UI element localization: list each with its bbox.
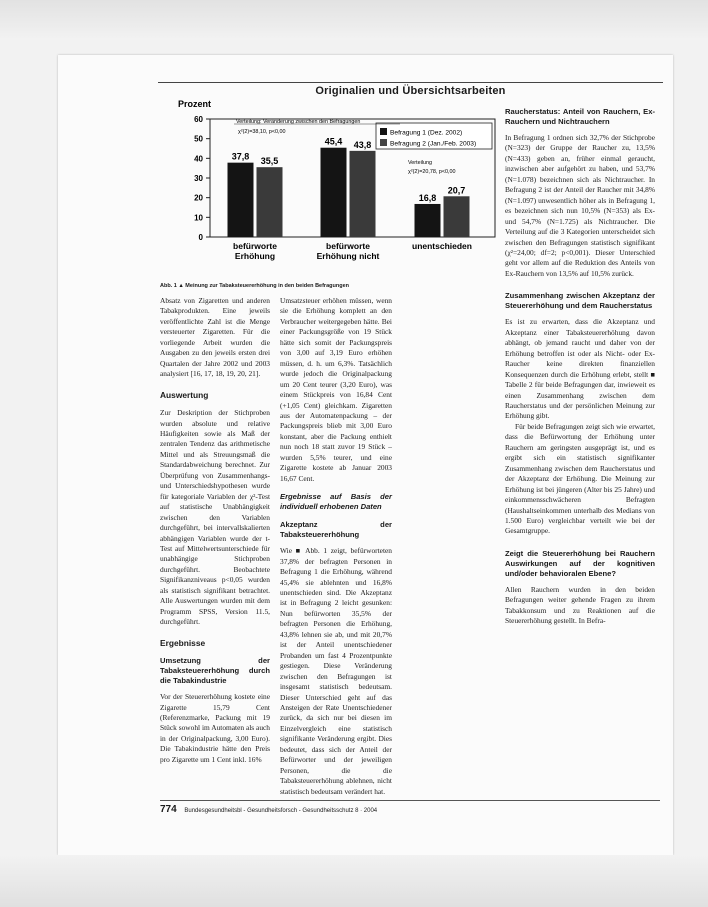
scan-edge-top: [0, 0, 708, 40]
y-tick-label: 50: [194, 134, 203, 144]
y-tick-label: 0: [198, 233, 203, 242]
annotation-text: χ²(2)=38,10, p<0,00: [238, 129, 286, 135]
subheading-raucherstatus: Raucherstatus: Anteil von Rauchern, Ex-Rauchern und Nichtrauchern: [505, 107, 655, 126]
bar: [228, 163, 254, 237]
subheading-ergebnisse-basis: Ergebnisse auf Basis der individuell erhobenen Daten: [280, 492, 392, 512]
y-tick-label: 10: [194, 213, 203, 223]
paragraph: In Befragung 1 ordnen sich 32,7% der Stichprobe (N=323) der Gruppe der Raucher zu, 13,5% (N=433) geben an, früher einmal geraucht, inzwischen aber aufgehört zu haben, und 53,7% (N=1.078) bezeichnen sich als Nichtraucher. In Befragung 2 ist der Anteil der Raucher mit 34,8% (N=1.097) unwesentlich höher als in Befragung 1, es bezeichnen sich nun 10,5% (N=353) als Ex- und 54,7% (N=1.725) als Nichtraucher. Die Verteilung auf die 3 Kategorien unterscheidet sich zwischen den Befragungen statistisch signifikant (χ²=24,00; df=2; p<0,001). Dieser Unterschied geht vor allem auf die Reduktion des Anteils von Ex-Rauchern von 13,5% auf 10,5% zurück.: [505, 133, 655, 278]
y-tick-label: 30: [194, 174, 203, 183]
legend-swatch: [380, 128, 387, 135]
x-tick-label: unentschieden: [412, 241, 472, 251]
scan-edge-bottom: [0, 855, 708, 907]
legend-swatch: [380, 139, 387, 146]
data-label: 45,4: [324, 136, 343, 147]
paragraph: Für beide Befragungen zeigt sich wie erwartet, dass die Befürwortung der Erhöhung unter Rauchern am geringsten ausgeprägt ist, und es ergibt sich ein statistisch signifikanter Zusammenhang zwischen dem Raucherstatus und der Akzeptanz der Erhöhung. Die Meinung zur Erhöhung ist bei jüngeren (Alter bis 25 Jahre) und einkommensschwächeren Befragten (Haushaltseinkommen unterhalb des Medians von 1.500 Euro) vergleichbar verteilt wie bei der Gesamtgruppe.: [505, 421, 655, 536]
column-1: [160, 296, 270, 765]
bar: [415, 204, 441, 237]
bar-chart: [160, 96, 500, 281]
bar: [444, 196, 470, 237]
data-label: 16,8: [418, 192, 437, 203]
y-tick-label: 40: [194, 154, 203, 164]
paragraph: Es ist zu erwarten, dass die Akzeptanz und Akzeptanz einer Tabaksteuererhöhung davon abhängt, ob jemand raucht und daher von der Erhöhung betroffen ist oder als Nicht- oder Ex-Raucher keine direkten finanziellen Konsequenzen durch die Erhöhung erlebt, stellt ■ Tabelle 2 für beide Befragungen dar, inwieweit es einen Zusammenhang zwischen dem Raucherstatus und der persönlichen Meinung zur Erhöhung gibt.: [505, 317, 655, 421]
paragraph: Zur Deskription der Stichproben wurden absolute und relative Häufigkeiten sowie als Maß der zentralen Tendenz das arithmetische Mittel und als Streuungsmaß die Standardabweichung berechnet. Zur Überprüfung von Zusammenhangs- und Unterschiedshypothesen wurde für kategoriale Variablen der χ²-Test auf statistische Unabhängigkeit zwischen den Variablen durchgeführt, bei intervallskalierten abhängigen Variablen wurde der t-Test auf Mittelwertsunterschiede für unabhängige Stichproben durchgeführt. Beobachtete Signifikanzniveaus p<0,05 wurden als statistisch signifikant betrachtet. Alle Auswertungen wurden mit dem Programm SPSS, Version 11.5, durchgeführt.: [160, 408, 270, 627]
subheading-zusammenhang: Zusammenhang zwischen Akzeptanz der Steuererhöhung und dem Raucherstatus: [505, 291, 655, 311]
paragraph: Allen Rauchern wurden in den beiden Befragungen weiter gehende Fragen zu ihrem Tabakkonsum und zu Reaktionen auf die Steuererhöhung gestellt. In Befra-: [505, 584, 655, 626]
column-2: [280, 296, 392, 797]
heading-auswertung: Auswertung: [160, 389, 209, 400]
data-label: 20,7: [447, 185, 466, 196]
annotation-text: χ²(2)=20,78, p<0,00: [408, 169, 456, 175]
page-number: 774: [160, 804, 177, 815]
x-tick-label: befürworte Erhöhung nicht: [316, 241, 380, 261]
bar: [257, 167, 283, 237]
section-header: Originalien und Übersichtsarbeiten: [158, 82, 663, 97]
column-3: [505, 107, 655, 627]
paragraph: Vor der Steuererhöhung kostete eine Zigarette 15,79 Cent (Referenzmarke, Packung mit 19 Stück sowohl im Automaten als auch in der Originalpackung, 3,00 Euro). Die Tabakindustrie hätte den Preis pro Zigarette um 1 Cent inkl. 16%: [160, 692, 270, 764]
data-label: 35,5: [260, 156, 279, 167]
y-axis-label: Prozent: [178, 99, 212, 109]
subheading-akzeptanz: Akzeptanz der Tabaksteuererhöhung: [280, 520, 392, 540]
y-tick-label: 60: [194, 115, 203, 124]
subheading-steuer: Zeigt die Steuererhöhung bei Rauchern Auswirkungen auf der kognitiven und/oder behavioralen Ebene?: [505, 548, 655, 578]
data-label: 43,8: [353, 139, 372, 150]
x-tick-label: befürworte Erhöhung: [233, 241, 277, 261]
page-footer: [160, 800, 660, 815]
y-tick-label: 20: [194, 193, 203, 203]
bar: [350, 151, 376, 237]
paragraph: Umsatzsteuer erhöhen müssen, wenn sie die Erhöhung komplett an den Verbraucher weitergegeben hätte. Bei einer Packungsgröße von 19 Stück hätte sich somit der Packungspreis von 3,00 auf 3,19 Euro erhöhen müssen, d. h. um 6,3%. Tatsächlich wurde jedoch die Originalpackung um 20 Cent teurer (3,20 Euro), was einem Stückpreis von 16,84 Cent (+1,05 Cent) gleichkam. Zigaretten aus der Automatenpackung – der Packungspreis blieb mit 3,00 Euro konstant, aber die Packung enthielt nun noch 18 statt zuvor 19 Stück – wurden 5,5% teurer, und eine Zigarette kostete ab Januar 2003 16,67 Cent.: [280, 296, 392, 483]
annotation-text: Verteilung: [408, 160, 432, 166]
annotation-text: Verteilung: Veränderung zwischen den Befragungen: [236, 119, 361, 125]
bar: [321, 148, 347, 237]
subheading-umsetzung: Umsetzung der Tabaksteuererhöhung durch die Tabakindustrie: [160, 656, 270, 686]
paragraph: Absatz von Zigaretten und anderen Tabakprodukten. Eine jeweils veröffentlichte Zahl ist die Menge versteuerter Zigaretten. Für die vorliegende Arbeit wurden die Ausgaben zu den jeweils ersten drei Quartalen der Jahre 2002 und 2003 analysiert [16, 17, 18, 19, 20, 21].: [160, 296, 270, 379]
legend-entry: Befragung 2 (Jan./Feb. 2003): [390, 140, 477, 148]
heading-ergebnisse: Ergebnisse: [160, 637, 206, 648]
legend-entry: Befragung 1 (Dez. 2002): [390, 129, 463, 137]
journal-citation: Bundesgesundheitsbl - Gesundheitsforsch - Gesundheitsschutz 8 · 2004: [184, 808, 378, 814]
figure-caption: Abb. 1 ▲ Meinung zur Tabaksteuererhöhung in den beiden Befragungen: [160, 283, 349, 289]
paragraph: Wie ■ Abb. 1 zeigt, befürworteten 37,8% der befragten Personen in Befragung 1 die Erhöhung, während 45,4% sie ablehnten und 16,8% unentschieden sind. Die Akzeptanz ist in Befragung 2 leicht gesunken: Nun befürworten 35,5% der befragten Personen die Erhöhung, 43,8% lehnen sie ab, und mit 20,7% ist der Anteil unentschiedener Probanden um fast 4 Prozentpunkte gestiegen. Diese Veränderung zwischen den Befragungen ist insgesamt statistisch bedeutsam. Dieser Unterschied geht auf das Ansteigen der Rate Unentschiedener zurück, da sich nur bei diesen im Einzelvergleich eine statistisch signifikante Veränderung ergibt. Dies bedeutet, dass sich der Anteil der Befürworter und der jeweiligen Personen, die die Tabaksteuererhöhung ablehnen, nicht statistisch bedeutsam verändert hat.: [280, 546, 392, 796]
data-label: 37,8: [231, 151, 250, 162]
